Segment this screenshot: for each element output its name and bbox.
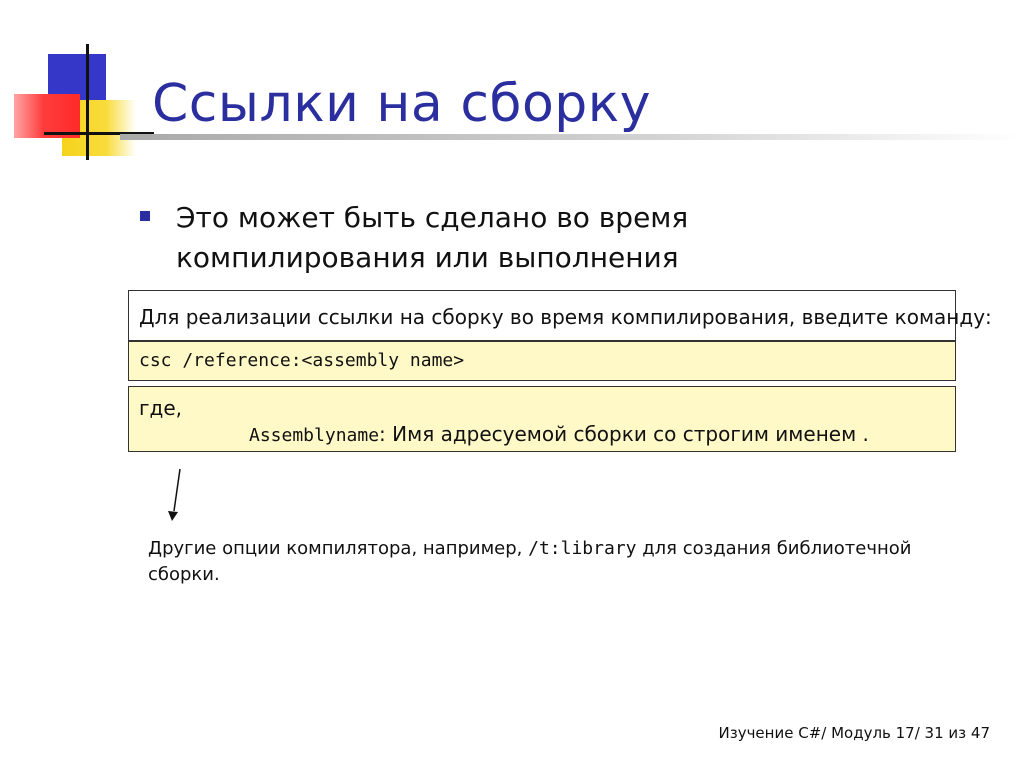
compile-instruction-box xyxy=(128,290,992,341)
compile-instruction-text: Для реализации ссылки на сборку во время компилирования, введите команду: xyxy=(139,305,992,329)
where-box xyxy=(128,386,956,452)
param-row xyxy=(249,421,955,449)
slide-footer: Изучение C#/ Модуль 17/ 31 из 47 xyxy=(718,724,990,742)
down-arrow-icon xyxy=(160,465,190,525)
param-description: : Имя адресуемой сборки со строгим именем . xyxy=(379,422,869,446)
title-underline xyxy=(120,134,1020,140)
bullet-line-2: компилирования или выполнения xyxy=(176,241,679,274)
slide-title: Ссылки на сборку xyxy=(152,74,651,134)
bullet-square-icon xyxy=(140,211,150,221)
command-code: csc /reference:<assembly name> xyxy=(139,350,465,371)
command-box xyxy=(128,341,956,381)
note-text-after: для создания библиотечной сборки. xyxy=(148,538,912,585)
param-name: Assemblyname xyxy=(249,425,380,446)
slide-logo xyxy=(0,0,150,170)
logo-vertical-line xyxy=(86,44,89,160)
bullet-line-1: Это может быть сделано во время xyxy=(176,201,689,234)
where-label: где, xyxy=(139,396,182,420)
bullet-text xyxy=(176,198,776,278)
note-code: /t:library xyxy=(528,538,637,559)
compiler-options-note xyxy=(148,536,928,588)
note-text-before: Другие опции компилятора, например, xyxy=(148,538,529,559)
